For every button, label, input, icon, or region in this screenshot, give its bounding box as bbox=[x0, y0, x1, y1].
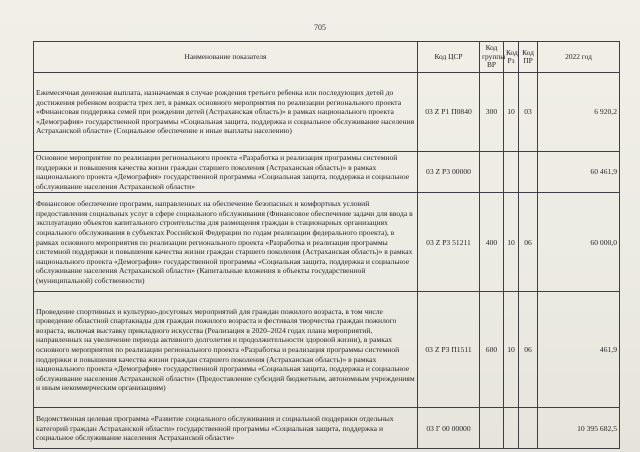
header-csr: Код ЦСР bbox=[418, 42, 480, 73]
row-pr bbox=[519, 408, 538, 449]
budget-table bbox=[33, 41, 620, 449]
row-rz: 10 bbox=[504, 193, 519, 292]
row-vr: 600 bbox=[480, 292, 504, 408]
row-vr bbox=[480, 408, 504, 449]
header-name: Наименование показателя bbox=[34, 42, 418, 73]
table-row bbox=[34, 408, 620, 449]
header-vr: Код группы ВР bbox=[480, 42, 504, 73]
table-row bbox=[34, 152, 620, 193]
row-rz: 10 bbox=[504, 73, 519, 152]
row-name: Проведение спортивных и культурно-досуговых мероприятий для граждан пожилого возраста, в том числе проведение областной спартакиады для граждан пожилого возраста и фестиваля творчества граждан пожилого возраста, включая выставку прикладного искусства (Реализация в 2020–2024 годах плана мероприятий, направленных на увеличение периода активного долголетия и продолжительности здоровой жизни), в рамках основного мероприятия по реализации регионального проекта «Разработка и реализация программы системной поддержки и повышения качества жизни граждан старшего поколения (Астраханская область)» в рамках национального проекта «Демография» государственной программы «Социальная защита, поддержка и социальное обслуживание населения Астраханской области» (Предоставление субсидий бюджетным, автономным учреждениям и иным некоммерческим организациям) bbox=[34, 292, 418, 408]
header-rz: Код Рз bbox=[504, 42, 519, 73]
table-row bbox=[34, 292, 620, 408]
row-name: Основное мероприятие по реализации регионального проекта «Разработка и реализация программы системной поддержки и повышения качества жизни граждан старшего поколения (Астраханская область)» в рамках национального проекта «Демография» государственной программы «Социальная защита, поддержка и социальное обслуживание населения Астраханской области» bbox=[34, 152, 418, 193]
table-header-row bbox=[34, 42, 620, 73]
row-csr: 03 Z P3 51211 bbox=[418, 193, 480, 292]
row-pr: 03 bbox=[519, 73, 538, 152]
table-row bbox=[34, 193, 620, 292]
row-vr: 300 bbox=[480, 73, 504, 152]
row-csr: 03 Z P1 П0840 bbox=[418, 73, 480, 152]
page-number: 705 bbox=[314, 23, 326, 32]
header-year: 2022 год bbox=[538, 42, 620, 73]
row-csr: 03 Г 00 00000 bbox=[418, 408, 480, 449]
row-rz bbox=[504, 152, 519, 193]
table-row bbox=[34, 73, 620, 152]
row-amount: 60 461,9 bbox=[538, 152, 620, 193]
row-amount: 10 395 682,5 bbox=[538, 408, 620, 449]
header-pr: Код ПР bbox=[519, 42, 538, 73]
row-amount: 6 920,2 bbox=[538, 73, 620, 152]
row-name: Ведомственная целевая программа «Развитие социального обслуживания и социальной поддержки отдельных категорий граждан Астраханской области» государственной программы «Социальная защита, поддержка и социальное обслуживание населения Астраханской области» bbox=[34, 408, 418, 449]
row-pr: 06 bbox=[519, 292, 538, 408]
row-rz: 10 bbox=[504, 292, 519, 408]
row-pr bbox=[519, 152, 538, 193]
row-vr bbox=[480, 152, 504, 193]
row-pr: 06 bbox=[519, 193, 538, 292]
row-rz bbox=[504, 408, 519, 449]
row-name: Финансовое обеспечение программ, направленных на обеспечение безопасных и комфортных условий предоставления социальных услуг в сфере социального обслуживания (Финансовое обеспечение задачи для ввода в эксплуатацию объектов капитального строительства для размещения граждан в стационарных организациях социального обслуживания в субъектах Российской Федерации по годам реализации федерального проекта), в рамках основного мероприятия по реализации регионального проекта «Разработка и реализация программы системной поддержки и повышения качества жизни граждан старшего поколения (Астраханская область)» в рамках национального проекта «Демография» государственной программы «Социальная защита, поддержка и социальное обслуживание населения Астраханской области» (Капитальные вложения в объекты государственной (муниципальной) собственности) bbox=[34, 193, 418, 292]
row-name: Ежемесячная денежная выплата, назначаемая в случае рождения третьего ребенка или последующих детей до достижения ребенком возраста трех лет, в рамках основного мероприятия по реализации регионального проекта «Финансовая поддержка семей при рождении детей (Астраханская область)» в рамках национального проекта «Демография» государственной программы «Социальная защита, поддержка и социальное обслуживание населения Астраханской области» (Социальное обеспечение и иные выплаты населению) bbox=[34, 73, 418, 152]
row-csr: 03 Z P3 00000 bbox=[418, 152, 480, 193]
row-amount: 461,9 bbox=[538, 292, 620, 408]
row-amount: 60 000,0 bbox=[538, 193, 620, 292]
row-vr: 400 bbox=[480, 193, 504, 292]
row-csr: 03 Z P3 П1511 bbox=[418, 292, 480, 408]
